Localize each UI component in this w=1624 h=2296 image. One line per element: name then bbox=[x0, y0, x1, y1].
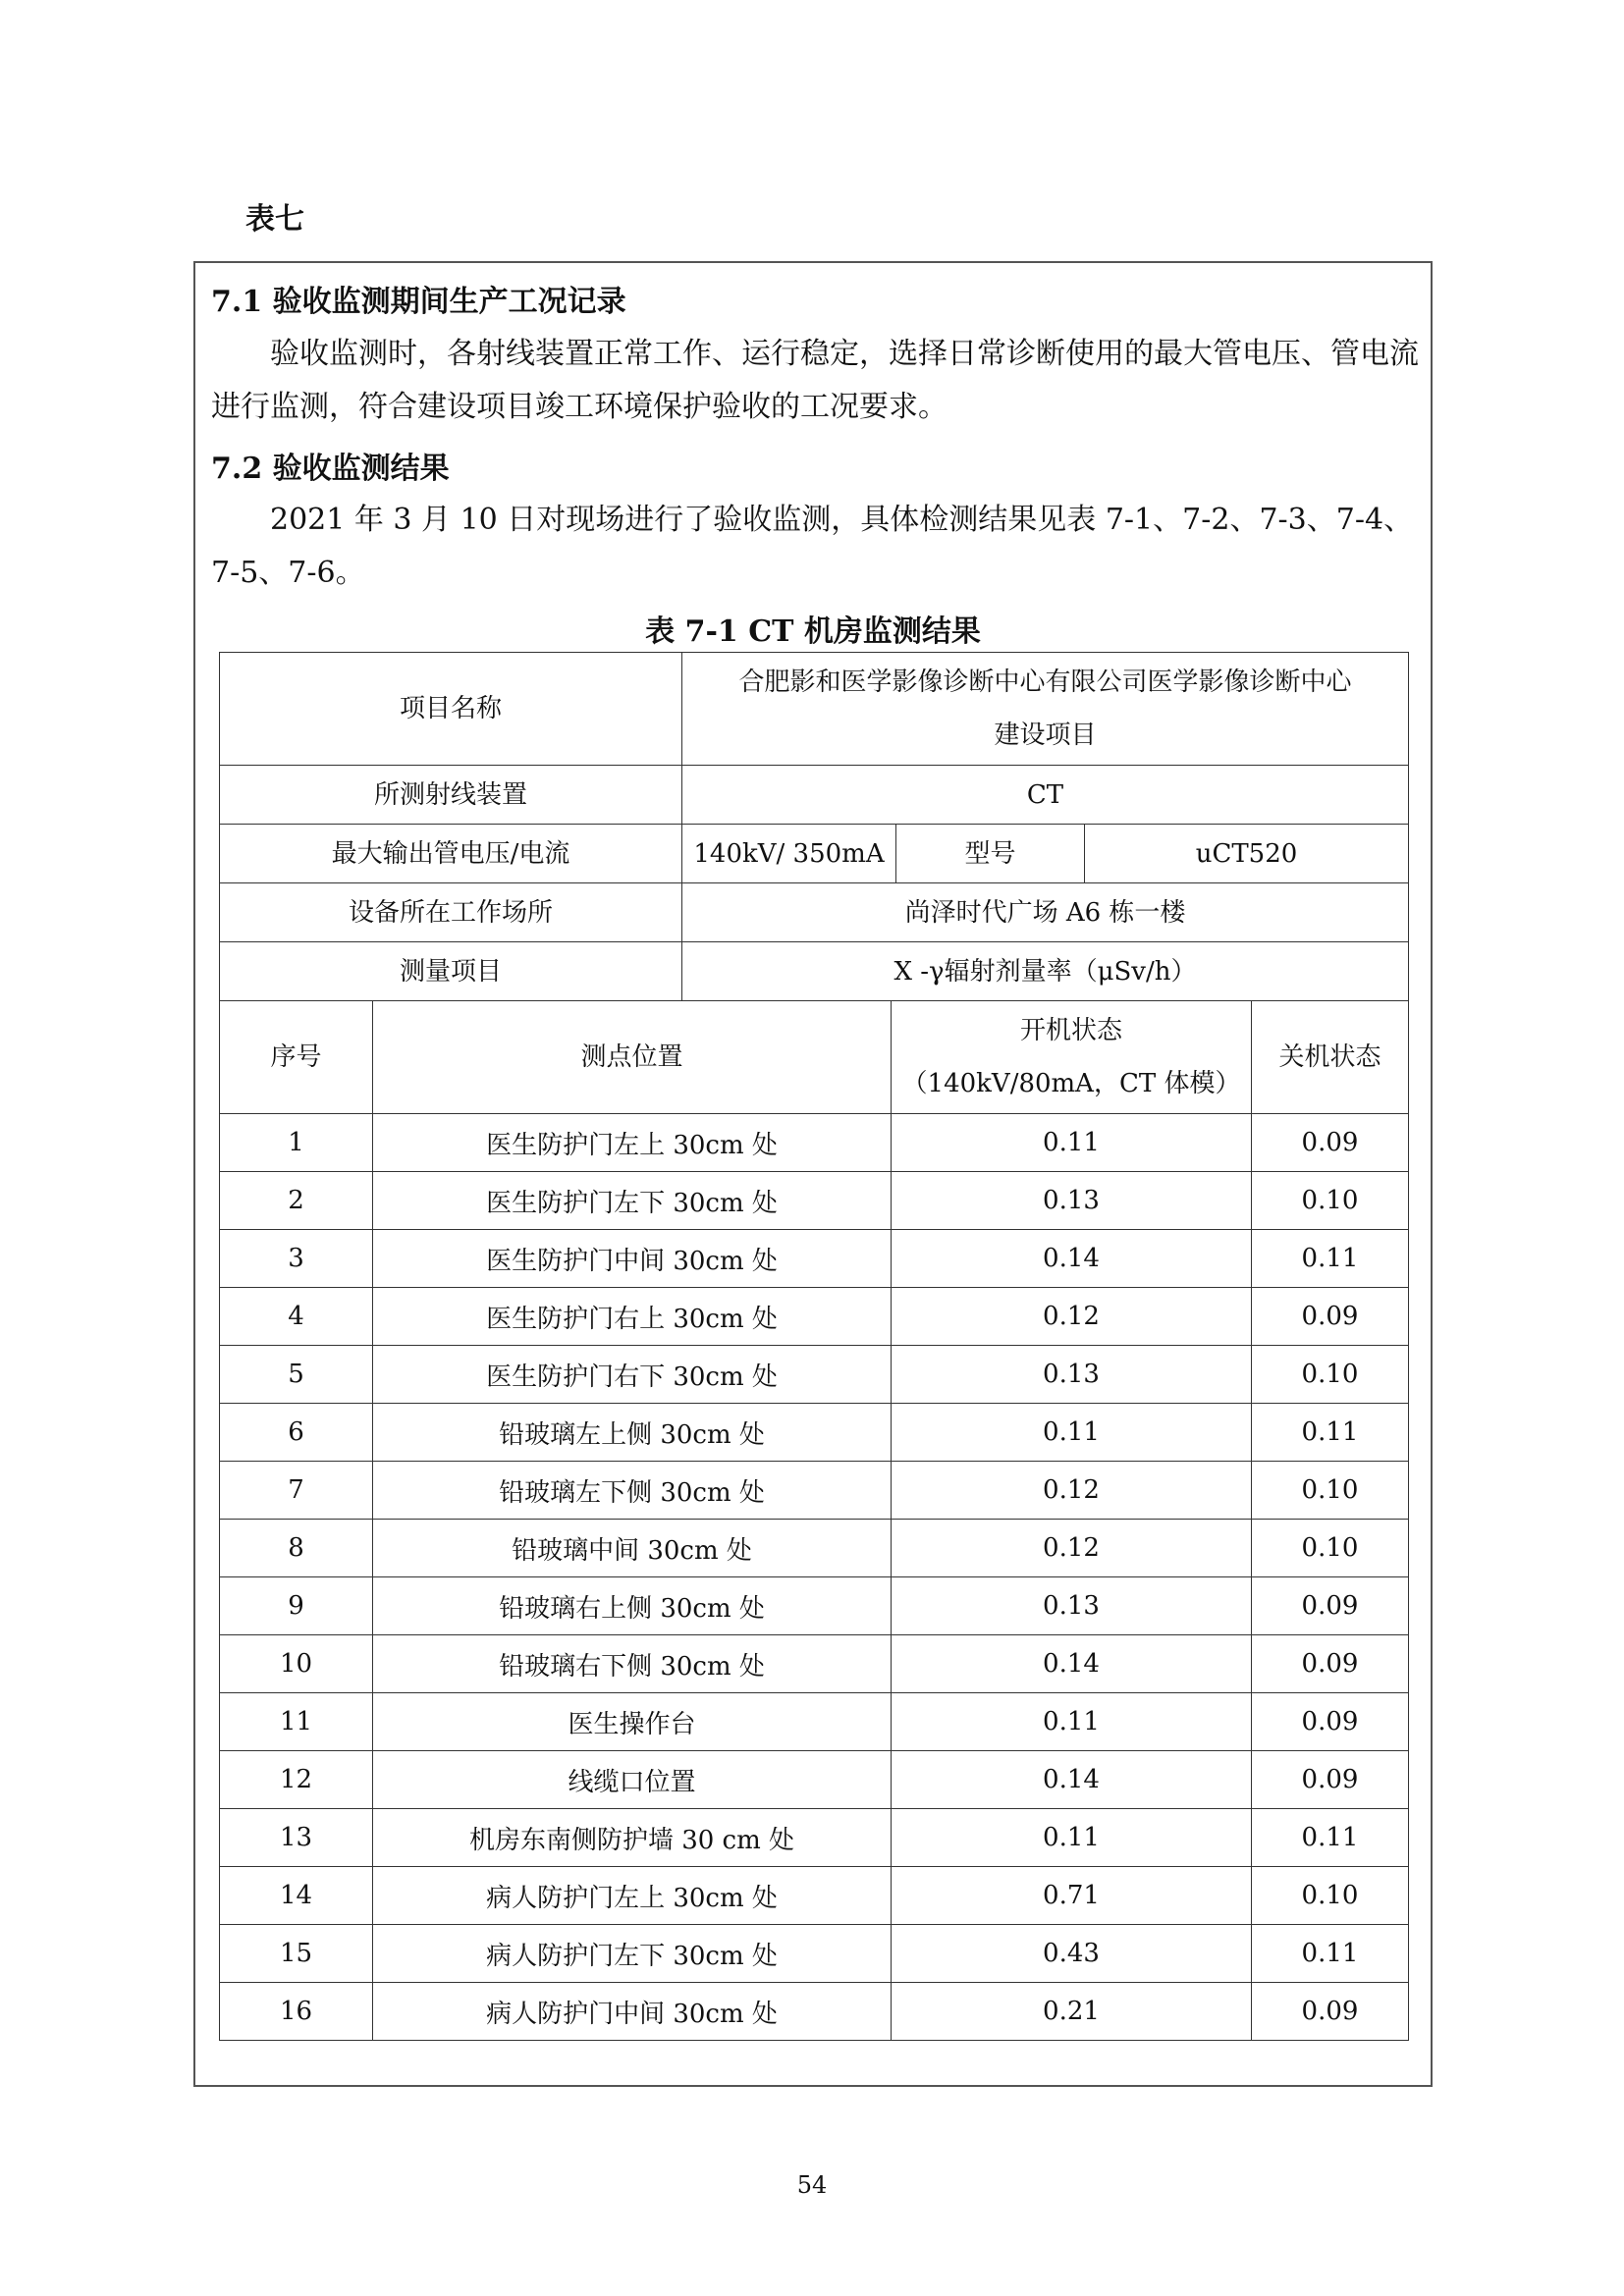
table-row bbox=[220, 1114, 1409, 1172]
row-on-value: 0.11 bbox=[892, 1693, 1252, 1751]
table-row bbox=[220, 1404, 1409, 1462]
row-on-value: 0.13 bbox=[892, 1577, 1252, 1635]
table-row bbox=[220, 1867, 1409, 1925]
header-on-line1: 开机状态 bbox=[1019, 1016, 1122, 1045]
row-off-value: 0.09 bbox=[1252, 1288, 1409, 1346]
section-7-1-body: 验收监测时，各射线装置正常工作、运行稳定，选择日常诊断使用的最大管电压、管电流进行监测，符合建设项目竣工环境保护验收的工况要求。 bbox=[211, 337, 1419, 424]
row-on-value: 0.12 bbox=[892, 1288, 1252, 1346]
row-off-value: 0.09 bbox=[1252, 1577, 1409, 1635]
max-output-label: 最大输出管电压/电流 bbox=[220, 825, 682, 883]
row-on-value: 0.14 bbox=[892, 1751, 1252, 1809]
table-row bbox=[220, 1751, 1409, 1809]
row-seq: 6 bbox=[220, 1404, 373, 1462]
row-off-value: 0.10 bbox=[1252, 1462, 1409, 1520]
row-seq: 12 bbox=[220, 1751, 373, 1809]
page-label: 表七 bbox=[245, 202, 304, 237]
row-position: 铅玻璃中间 30cm 处 bbox=[373, 1520, 892, 1577]
table-row bbox=[220, 1983, 1409, 2041]
row-on-value: 0.14 bbox=[892, 1635, 1252, 1693]
results-header-row bbox=[220, 1001, 1409, 1114]
row-off-value: 0.09 bbox=[1252, 1114, 1409, 1172]
page-number: 54 bbox=[796, 2171, 828, 2199]
info-table bbox=[219, 652, 1409, 1001]
device-label: 所测射线装置 bbox=[220, 766, 682, 825]
section-7-2-body: 2021 年 3 月 10 日对现场进行了验收监测，具体检测结果见表 7-1、7-2、7-3、7-4、7-5、7-6。 bbox=[211, 503, 1414, 590]
row-seq: 10 bbox=[220, 1635, 373, 1693]
info-row-location bbox=[220, 883, 1409, 942]
row-position: 铅玻璃左下侧 30cm 处 bbox=[373, 1462, 892, 1520]
section-7-1-heading: 7.1 验收监测期间生产工况记录 bbox=[211, 285, 626, 319]
row-off-value: 0.10 bbox=[1252, 1172, 1409, 1230]
model-label: 型号 bbox=[896, 825, 1085, 883]
row-off-value: 0.09 bbox=[1252, 1693, 1409, 1751]
table-row bbox=[220, 1172, 1409, 1230]
info-row-device bbox=[220, 766, 1409, 825]
header-seq: 序号 bbox=[220, 1001, 373, 1114]
measure-value: X -γ辐射剂量率（μSv/h） bbox=[682, 942, 1409, 1001]
row-off-value: 0.11 bbox=[1252, 1809, 1409, 1867]
row-on-value: 0.11 bbox=[892, 1404, 1252, 1462]
device-value: CT bbox=[682, 766, 1409, 825]
row-position: 医生防护门右上 30cm 处 bbox=[373, 1288, 892, 1346]
header-off-state: 关机状态 bbox=[1252, 1001, 1409, 1114]
row-on-value: 0.11 bbox=[892, 1809, 1252, 1867]
row-seq: 8 bbox=[220, 1520, 373, 1577]
row-on-value: 0.71 bbox=[892, 1867, 1252, 1925]
measure-label: 测量项目 bbox=[220, 942, 682, 1001]
max-output-value: 140kV/ 350mA bbox=[682, 825, 896, 883]
row-seq: 2 bbox=[220, 1172, 373, 1230]
table-row bbox=[220, 1635, 1409, 1693]
row-seq: 4 bbox=[220, 1288, 373, 1346]
row-on-value: 0.11 bbox=[892, 1114, 1252, 1172]
header-on-state bbox=[892, 1001, 1252, 1114]
table-row bbox=[220, 1809, 1409, 1867]
info-row-max bbox=[220, 825, 1409, 883]
project-value-line1: 合肥影和医学影像诊断中心有限公司医学影像诊断中心 bbox=[738, 667, 1352, 697]
table-row bbox=[220, 1462, 1409, 1520]
location-value: 尚泽时代广场 A6 栋一楼 bbox=[682, 883, 1409, 942]
row-off-value: 0.09 bbox=[1252, 1635, 1409, 1693]
header-on-line2: （140kV/80mA，CT 体模） bbox=[901, 1069, 1241, 1098]
row-position: 医生防护门中间 30cm 处 bbox=[373, 1230, 892, 1288]
row-position: 医生防护门右下 30cm 处 bbox=[373, 1346, 892, 1404]
row-off-value: 0.10 bbox=[1252, 1346, 1409, 1404]
model-value: uCT520 bbox=[1085, 825, 1409, 883]
row-off-value: 0.11 bbox=[1252, 1230, 1409, 1288]
row-position: 铅玻璃右上侧 30cm 处 bbox=[373, 1577, 892, 1635]
row-on-value: 0.43 bbox=[892, 1925, 1252, 1983]
row-on-value: 0.13 bbox=[892, 1346, 1252, 1404]
row-on-value: 0.12 bbox=[892, 1520, 1252, 1577]
table-row bbox=[220, 1577, 1409, 1635]
row-position: 医生操作台 bbox=[373, 1693, 892, 1751]
results-table bbox=[219, 1000, 1409, 2041]
row-seq: 7 bbox=[220, 1462, 373, 1520]
row-seq: 11 bbox=[220, 1693, 373, 1751]
table-row bbox=[220, 1925, 1409, 1983]
row-off-value: 0.11 bbox=[1252, 1404, 1409, 1462]
location-label: 设备所在工作场所 bbox=[220, 883, 682, 942]
table-row bbox=[220, 1520, 1409, 1577]
row-seq: 15 bbox=[220, 1925, 373, 1983]
row-seq: 13 bbox=[220, 1809, 373, 1867]
row-on-value: 0.13 bbox=[892, 1172, 1252, 1230]
row-seq: 9 bbox=[220, 1577, 373, 1635]
row-seq: 16 bbox=[220, 1983, 373, 2041]
row-seq: 1 bbox=[220, 1114, 373, 1172]
project-value bbox=[682, 653, 1409, 766]
row-on-value: 0.21 bbox=[892, 1983, 1252, 2041]
row-position: 机房东南侧防护墙 30 cm 处 bbox=[373, 1809, 892, 1867]
row-position: 病人防护门左下 30cm 处 bbox=[373, 1925, 892, 1983]
project-label: 项目名称 bbox=[220, 653, 682, 766]
table-row bbox=[220, 1346, 1409, 1404]
table-title: 表 7-1 CT 机房监测结果 bbox=[645, 614, 981, 649]
row-seq: 14 bbox=[220, 1867, 373, 1925]
row-position: 医生防护门左下 30cm 处 bbox=[373, 1172, 892, 1230]
row-off-value: 0.10 bbox=[1252, 1520, 1409, 1577]
row-on-value: 0.12 bbox=[892, 1462, 1252, 1520]
row-position: 病人防护门左上 30cm 处 bbox=[373, 1867, 892, 1925]
table-row bbox=[220, 1288, 1409, 1346]
row-position: 医生防护门左上 30cm 处 bbox=[373, 1114, 892, 1172]
row-position: 线缆口位置 bbox=[373, 1751, 892, 1809]
project-value-line2: 建设项目 bbox=[994, 721, 1097, 750]
section-7-2-heading: 7.2 验收监测结果 bbox=[211, 452, 450, 486]
row-seq: 5 bbox=[220, 1346, 373, 1404]
row-off-value: 0.10 bbox=[1252, 1867, 1409, 1925]
row-seq: 3 bbox=[220, 1230, 373, 1288]
row-position: 铅玻璃右下侧 30cm 处 bbox=[373, 1635, 892, 1693]
table-row bbox=[220, 1693, 1409, 1751]
row-off-value: 0.09 bbox=[1252, 1983, 1409, 2041]
info-row-project bbox=[220, 653, 1409, 766]
row-off-value: 0.09 bbox=[1252, 1751, 1409, 1809]
header-position: 测点位置 bbox=[373, 1001, 892, 1114]
row-off-value: 0.11 bbox=[1252, 1925, 1409, 1983]
row-position: 病人防护门中间 30cm 处 bbox=[373, 1983, 892, 2041]
table-row bbox=[220, 1230, 1409, 1288]
row-on-value: 0.14 bbox=[892, 1230, 1252, 1288]
row-position: 铅玻璃左上侧 30cm 处 bbox=[373, 1404, 892, 1462]
info-row-measure bbox=[220, 942, 1409, 1001]
